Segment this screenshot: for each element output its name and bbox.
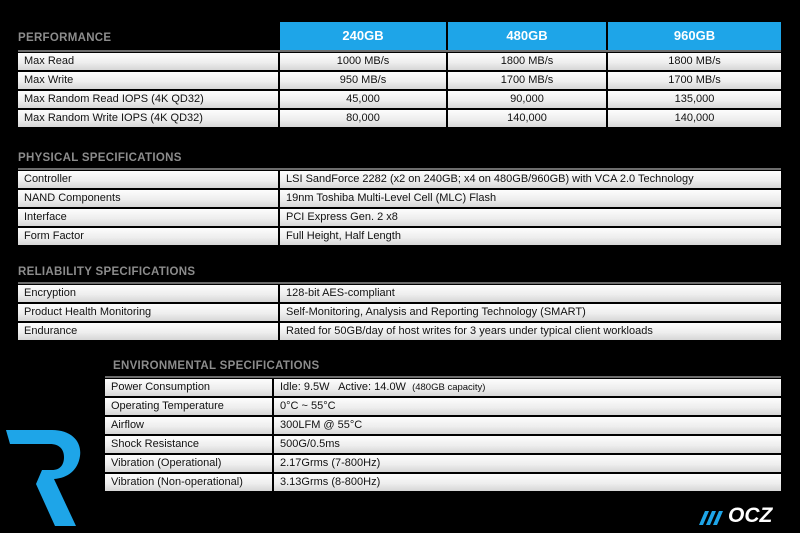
value-480gb: 1700 MB/s [500, 74, 554, 86]
row-label: Max Random Write IOPS (4K QD32) [24, 112, 203, 124]
reliability-section [18, 264, 781, 342]
ocz-logo-text: OCZ [728, 504, 773, 527]
reliability-title: RELIABILITY SPECIFICATIONS [18, 266, 196, 278]
table-row [18, 190, 781, 207]
capacity-note: (480GB capacity) [412, 382, 486, 393]
value-240gb: 45,000 [346, 93, 380, 105]
capacity-header-240gb: 240GB [280, 22, 446, 50]
capacity-header-960gb: 960GB [608, 22, 781, 50]
table-row [18, 110, 781, 127]
section-divider [105, 376, 781, 378]
table-row [105, 417, 781, 434]
value-960gb: 1700 MB/s [668, 74, 721, 86]
environmental-title: ENVIRONMENTAL SPECIFICATIONS [113, 360, 320, 372]
row-label: Vibration (Non-operational) [111, 476, 243, 488]
row-value: 3.13Grms (8-800Hz) [280, 476, 381, 488]
row-label: Form Factor [24, 230, 84, 242]
row-value: 500G/0.5ms [280, 438, 340, 450]
table-row [18, 72, 781, 89]
ocz-stripes-icon [697, 509, 727, 527]
performance-title: PERFORMANCE [18, 32, 112, 44]
value-240gb: 950 MB/s [339, 74, 387, 86]
row-value: LSI SandForce 2282 (x2 on 240GB; x4 on 480GB/960GB) with VCA 2.0 Technology [286, 173, 694, 185]
value-960gb: 135,000 [674, 93, 715, 105]
row-label: Endurance [24, 325, 78, 337]
value-240gb: 80,000 [346, 112, 380, 124]
row-value: 300LFM @ 55°C [280, 419, 363, 431]
row-label: Power Consumption [111, 381, 211, 393]
row-value: 19nm Toshiba Multi-Level Cell (MLC) Flash [286, 192, 497, 204]
section-divider [18, 168, 781, 170]
row-label: Max Write [24, 74, 74, 86]
value-480gb: 1800 MB/s [500, 55, 554, 67]
revodrive-r-logo-icon [6, 430, 86, 526]
row-label: NAND Components [24, 192, 121, 204]
table-row [105, 379, 781, 396]
capacity-header-480gb: 480GB [448, 22, 606, 50]
physical-section [18, 150, 781, 246]
physical-title: PHYSICAL SPECIFICATIONS [18, 152, 182, 164]
section-divider [18, 50, 781, 52]
table-row [18, 304, 781, 321]
value-480gb: 90,000 [510, 93, 544, 105]
table-row [18, 171, 781, 188]
table-row [18, 209, 781, 226]
row-label: Max Read [24, 55, 75, 67]
row-label: Operating Temperature [111, 400, 224, 412]
section-divider [18, 282, 781, 284]
performance-section [18, 22, 781, 134]
row-label: Shock Resistance [111, 438, 200, 450]
power-consumption-value: Idle: 9.5W Active: 14.0W [280, 381, 406, 393]
table-row [18, 228, 781, 245]
row-value [274, 379, 781, 396]
value-960gb: 140,000 [674, 112, 715, 124]
table-row [18, 323, 781, 340]
table-row [105, 398, 781, 415]
row-label: Max Random Read IOPS (4K QD32) [24, 93, 204, 105]
table-row [105, 474, 781, 491]
table-row [18, 91, 781, 108]
row-value: 2.17Grms (7-800Hz) [280, 457, 381, 469]
environmental-section [105, 358, 781, 496]
row-label: Encryption [24, 287, 76, 299]
table-row [105, 436, 781, 453]
value-960gb: 1800 MB/s [668, 55, 721, 67]
row-value: 0°C ~ 55°C [280, 400, 336, 412]
row-label: Airflow [111, 419, 145, 431]
row-label: Product Health Monitoring [24, 306, 152, 318]
row-label: Controller [24, 173, 72, 185]
row-value: Rated for 50GB/day of host writes for 3 years under typical client workloads [286, 325, 653, 337]
value-240gb: 1000 MB/s [336, 55, 390, 67]
table-row [18, 285, 781, 302]
row-label: Vibration (Operational) [111, 457, 222, 469]
row-value: Self-Monitoring, Analysis and Reporting Technology (SMART) [286, 306, 586, 318]
row-value: PCI Express Gen. 2 x8 [286, 211, 398, 223]
row-value: Full Height, Half Length [286, 230, 401, 242]
table-row [105, 455, 781, 472]
row-value: 128-bit AES-compliant [286, 287, 395, 299]
table-row [18, 53, 781, 70]
value-480gb: 140,000 [507, 112, 547, 124]
row-label: Interface [24, 211, 67, 223]
